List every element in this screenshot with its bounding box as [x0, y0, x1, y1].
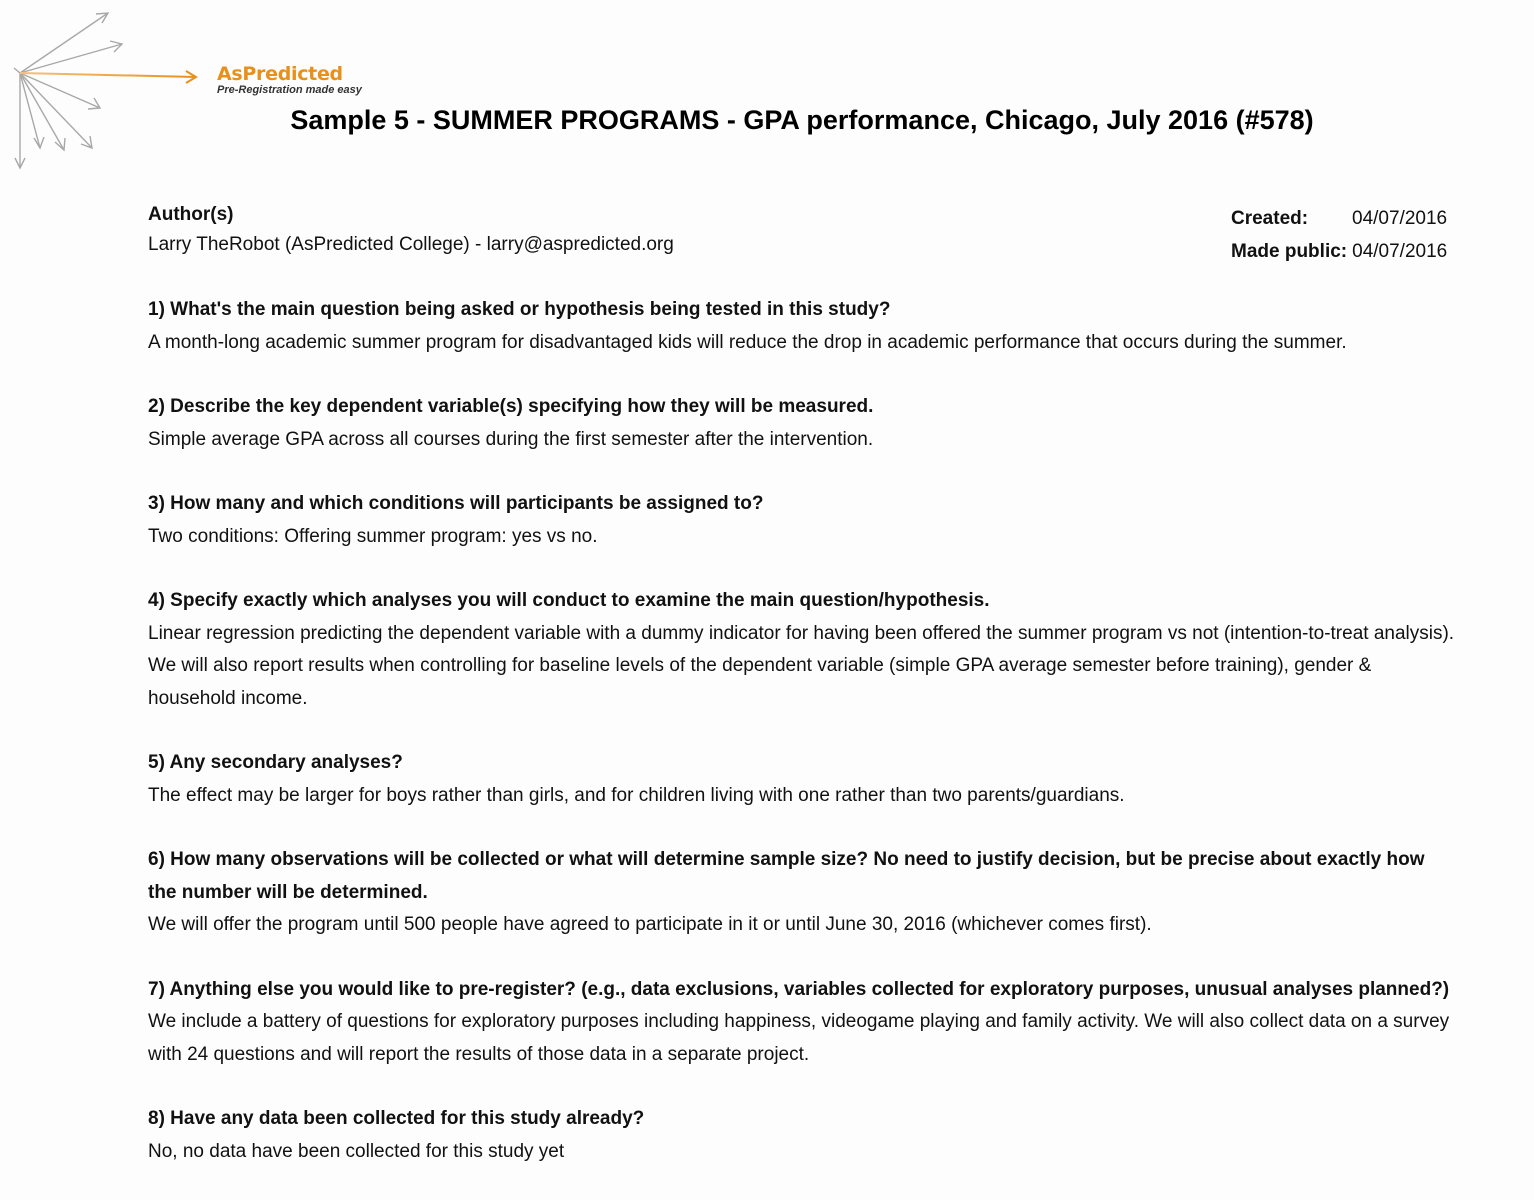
question-item	[148, 974, 1458, 1072]
made-public-row	[1231, 235, 1447, 268]
question-text: 5) Any secondary analyses?	[148, 752, 403, 773]
answer-text: We include a battery of questions for exploratory purposes including happiness, videogame playing and family activity. We will also collect data on a survey with 24 questions and will report the results of those data in a separate project.	[148, 1011, 1450, 1065]
answer-text: Two conditions: Offering summer program: yes vs no.	[148, 525, 598, 547]
question-text: 7) Anything else you would like to pre-register? (e.g., data exclusions, variables collected for exploratory purposes, unusual analyses planned?)	[148, 978, 1450, 1000]
created-label: Created:	[1231, 208, 1309, 229]
question-text: 6) How many observations will be collected or what will determine sample size? No need to justify decision, but be precise about exactly how the number will be determined.	[148, 849, 1425, 903]
answer-text: A month-long academic summer program for disadvantaged kids will reduce the drop in academic performance that occurs during the summer.	[148, 331, 1347, 353]
created-value: 04/07/2016	[1352, 208, 1448, 229]
questions-list	[148, 294, 1458, 1200]
question-item	[148, 747, 1458, 812]
question-item	[148, 844, 1458, 942]
question-item	[148, 488, 1458, 553]
answer-text: The effect may be larger for boys rather than girls, and for children living with one rather than two parents/guardians.	[148, 784, 1125, 806]
question-item	[148, 294, 1458, 359]
question-item	[148, 1103, 1458, 1168]
created-row	[1231, 202, 1447, 235]
question-item	[148, 585, 1458, 715]
question-text: 2) Describe the key dependent variable(s) specifying how they will be measured.	[148, 396, 874, 417]
made-public-label: Made public:	[1231, 241, 1348, 262]
question-text: 3) How many and which conditions will participants be assigned to?	[148, 493, 764, 514]
answer-text: Linear regression predicting the dependent variable with a dummy indicator for having been offered the summer program vs not (intention-to-treat analysis). We will also report results when controlling for baseline levels of the dependent variable (simple GPA average semester before training), gender & household income.	[148, 622, 1455, 709]
answer-text: No, no data have been collected for this study yet	[148, 1140, 565, 1162]
page-title: Sample 5 - SUMMER PROGRAMS - GPA performance, Chicago, July 2016 (#578)	[290, 105, 1314, 135]
question-text: 8) Have any data been collected for this study already?	[148, 1108, 645, 1129]
question-text: 1) What's the main question being asked or hypothesis being tested in this study?	[148, 299, 891, 320]
answer-text: We will offer the program until 500 people have agreed to participate in it or until June 30, 2016 (whichever comes first).	[148, 914, 1152, 935]
made-public-value: 04/07/2016	[1352, 241, 1448, 262]
logo-text	[217, 62, 362, 96]
authors-block	[148, 200, 674, 260]
dates-block	[1231, 202, 1447, 268]
aspredicted-logo-icon	[6, 8, 206, 178]
logo-tagline: Pre-Registration made easy	[217, 84, 362, 96]
authors-label: Author(s)	[148, 204, 234, 225]
answer-text: Simple average GPA across all courses during the first semester after the intervention.	[148, 428, 874, 450]
question-text: 4) Specify exactly which analyses you will conduct to examine the main question/hypothesis.	[148, 590, 990, 611]
logo-name: AsPredicted	[217, 63, 343, 85]
question-item	[148, 391, 1458, 456]
authors-value: Larry TheRobot (AsPredicted College) - larry@aspredicted.org	[148, 234, 674, 255]
